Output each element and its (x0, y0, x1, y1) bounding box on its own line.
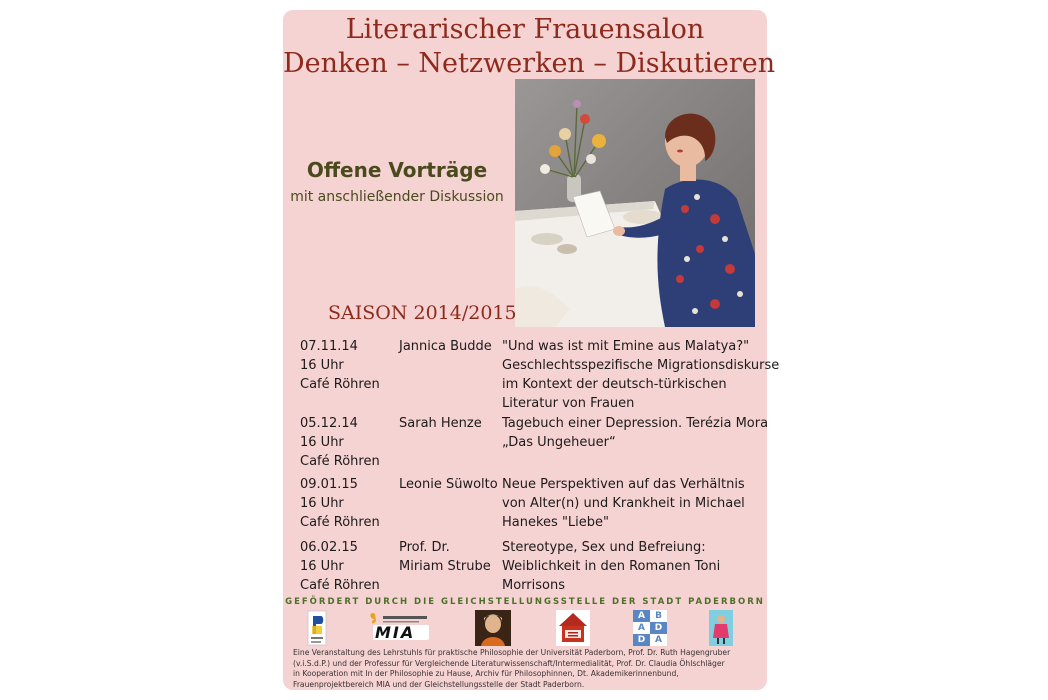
credits-line: (v.i.S.d.P.) und der Professur für Vergleichende Literaturwissenschaft/Intermedialität, Prof. Dr. Claudia Öhlschläger (293, 658, 725, 668)
speaker-name: Prof. Dr. (399, 540, 450, 555)
event-poster (283, 10, 780, 690)
talk-when-where (300, 475, 396, 532)
paderborn-logo-icon (307, 610, 327, 646)
talk-place: Café Röhren (300, 578, 380, 593)
talk-title (502, 538, 764, 595)
talk-title-line: "Und was ist mit Emine aus Malatya?" (502, 339, 750, 354)
logo-cell: D (633, 634, 650, 646)
figure-logo-icon (709, 610, 733, 646)
talk-title (502, 337, 780, 413)
talk-speaker (399, 414, 505, 433)
talk-title (502, 475, 764, 532)
poster-title: Literarischer Frauensalon (345, 14, 705, 45)
lecture-subheading: mit anschließender Diskussion (290, 189, 504, 205)
sponsor-logos (283, 610, 767, 650)
credits-line: in Kooperation mit In der Philosophie zu Hause, Archiv für Philosophinnen, Dt. Akademikerinnenbund, (293, 669, 679, 678)
talk-title-line: Tagebuch einer Depression. Terézia Mora (502, 416, 769, 431)
talk-title-line: Neue Perspektiven auf das Verhältnis (502, 477, 745, 492)
season-label: SAISON 2014/2015 (328, 302, 517, 324)
talk-time: 16 Uhr (300, 559, 344, 574)
logo-cell: A (650, 634, 667, 646)
house-logo-icon (556, 610, 590, 646)
talk-title-line: im Kontext der deutsch-türkischen (502, 377, 727, 392)
sponsor-line: GEFÖRDERT DURCH DIE GLEICHSTELLUNGSSTELLE DER STADT PADERBORN (285, 597, 765, 607)
talk-when-where (300, 337, 396, 394)
akademikerinnenbund-logo (633, 610, 667, 646)
logo-cell: B (650, 610, 667, 622)
talk-date: 06.02.15 (300, 540, 358, 555)
talk-speaker (399, 337, 505, 356)
talk-title-line: Morrisons (502, 578, 565, 593)
talk-speaker (399, 538, 505, 576)
organizer-credits (293, 648, 759, 690)
talk-title-line: Literatur von Frauen (502, 396, 635, 411)
speaker-name: Jannica Budde (399, 339, 492, 354)
talk-speaker (399, 475, 505, 494)
poster-tagline: Denken – Netzwerken – Diskutieren (283, 48, 776, 79)
talk-title-line: von Alter(n) und Krankheit in Michael (502, 496, 745, 511)
talk-title-line: Hanekes "Liebe" (502, 515, 610, 530)
credits-line: Eine Veranstaltung des Lehrstuhls für praktische Philosophie der Universität Paderborn, Prof. Dr. Ruth Hagengruber (293, 648, 731, 657)
logo-cell: A (633, 622, 650, 634)
speaker-name: Miriam Strube (399, 559, 491, 574)
portrait-logo-icon (475, 610, 511, 646)
talk-title-line: „Das Ungeheuer“ (502, 435, 616, 450)
talk-place: Café Röhren (300, 454, 380, 469)
mia-logo (369, 610, 431, 646)
credits-line: Frauenprojektbereich MIA und der Gleichstellungsstelle der Stadt Paderborn. (293, 679, 585, 689)
talk-when-where (300, 414, 396, 471)
talk-time: 16 Uhr (300, 435, 344, 450)
logo-cell: D (650, 622, 667, 634)
speaker-name: Sarah Henze (399, 416, 482, 431)
talk-when-where (300, 538, 396, 595)
talk-place: Café Röhren (300, 377, 380, 392)
talk-date: 07.11.14 (300, 339, 358, 354)
speaker-name: Leonie Süwolto (399, 477, 498, 492)
talk-date: 05.12.14 (300, 416, 358, 431)
talk-time: 16 Uhr (300, 358, 344, 373)
talk-title-line: Geschlechtsspezifische Migrationsdiskurse (502, 358, 780, 373)
talk-title-line: Stereotype, Sex und Befreiung: (502, 540, 706, 555)
mia-logo-text: MIA (375, 623, 416, 642)
talk-title-line: Weiblichkeit in den Romanen Toni (502, 559, 721, 574)
talk-title (502, 414, 769, 452)
talk-time: 16 Uhr (300, 496, 344, 511)
logo-cell: A (633, 610, 650, 622)
talk-place: Café Röhren (300, 515, 380, 530)
lecture-heading: Offene Vorträge (306, 158, 488, 182)
vintage-woman-reading-photo (515, 79, 755, 327)
talk-date: 09.01.15 (300, 477, 358, 492)
